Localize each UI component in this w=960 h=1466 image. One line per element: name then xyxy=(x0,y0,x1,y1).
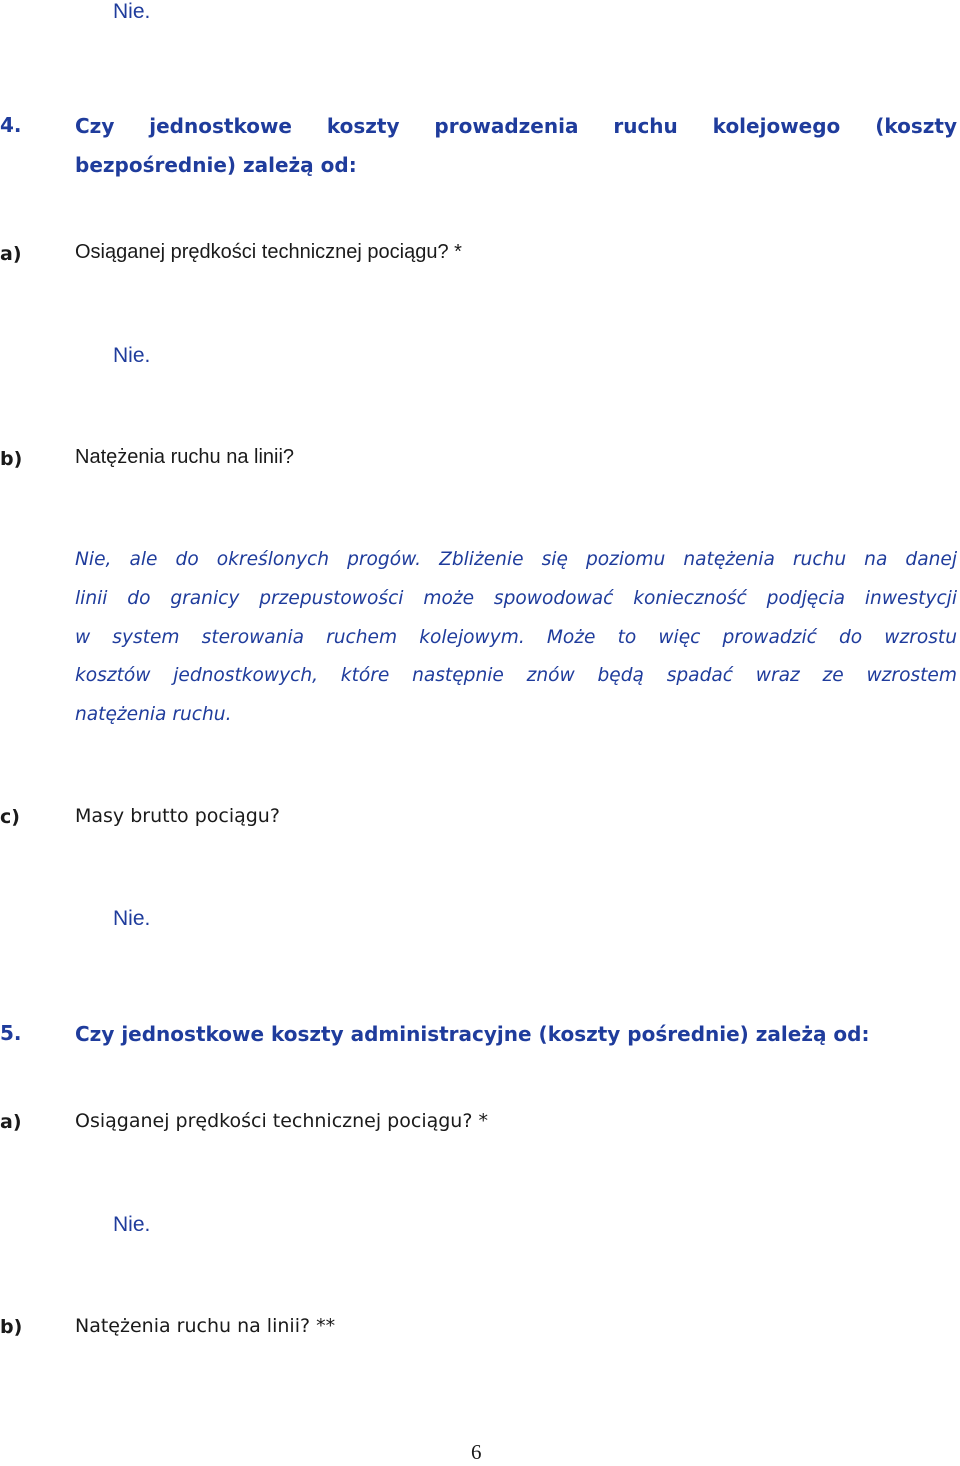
answer-4b-line-4: kosztów jednostkowych, które następnie znów będą spadać wraz ze wzrostem xyxy=(75,665,957,687)
question-4b-letter: b) xyxy=(0,448,23,470)
answer-4b-line-1: Nie, ale do określonych progów. Zbliżenie się poziomu natężenia ruchu na danej xyxy=(75,549,957,570)
answer-4b-explanation xyxy=(75,541,957,735)
answer-top: Nie. xyxy=(113,0,151,23)
answer-4b-line-2: linii do granicy przepustowości może spowodować konieczność podjęcia inwestycji xyxy=(75,587,957,609)
answer-4c: Nie. xyxy=(113,907,151,930)
question-5b-letter: b) xyxy=(0,1316,23,1338)
question-5b-text: Natężenia ruchu na linii? ** xyxy=(75,1315,336,1337)
question-4-text xyxy=(75,107,957,185)
question-4c-text: Masy brutto pociągu? xyxy=(75,805,280,827)
question-5a-letter: a) xyxy=(0,1111,22,1133)
answer-4b-line-3: w system sterowania ruchem kolejowym. Może to więc prowadzić do wzrostu xyxy=(75,626,957,648)
question-5-text: Czy jednostkowe koszty administracyjne (koszty pośrednie) zależą od: xyxy=(75,1022,870,1046)
question-4b-text: Natężenia ruchu na linii? xyxy=(75,446,295,468)
question-4a-text: Osiąganej prędkości technicznej pociągu? * xyxy=(75,241,462,263)
question-4-number: 4. xyxy=(0,113,22,137)
question-4-line-1: Czy jednostkowe koszty prowadzenia ruchu kolejowego (koszty xyxy=(75,114,957,138)
question-4c-letter: c) xyxy=(0,806,20,828)
question-5a-text: Osiąganej prędkości technicznej pociągu? * xyxy=(75,1110,488,1132)
question-5-number: 5. xyxy=(0,1021,22,1045)
page-number: 6 xyxy=(471,1440,482,1464)
question-4-line-2: bezpośrednie) zależą od: xyxy=(75,153,357,177)
answer-4b-line-5: natężenia ruchu. xyxy=(75,704,232,726)
answer-5a: Nie. xyxy=(113,1213,151,1236)
question-4a-letter: a) xyxy=(0,243,22,265)
answer-4a: Nie. xyxy=(113,344,151,367)
